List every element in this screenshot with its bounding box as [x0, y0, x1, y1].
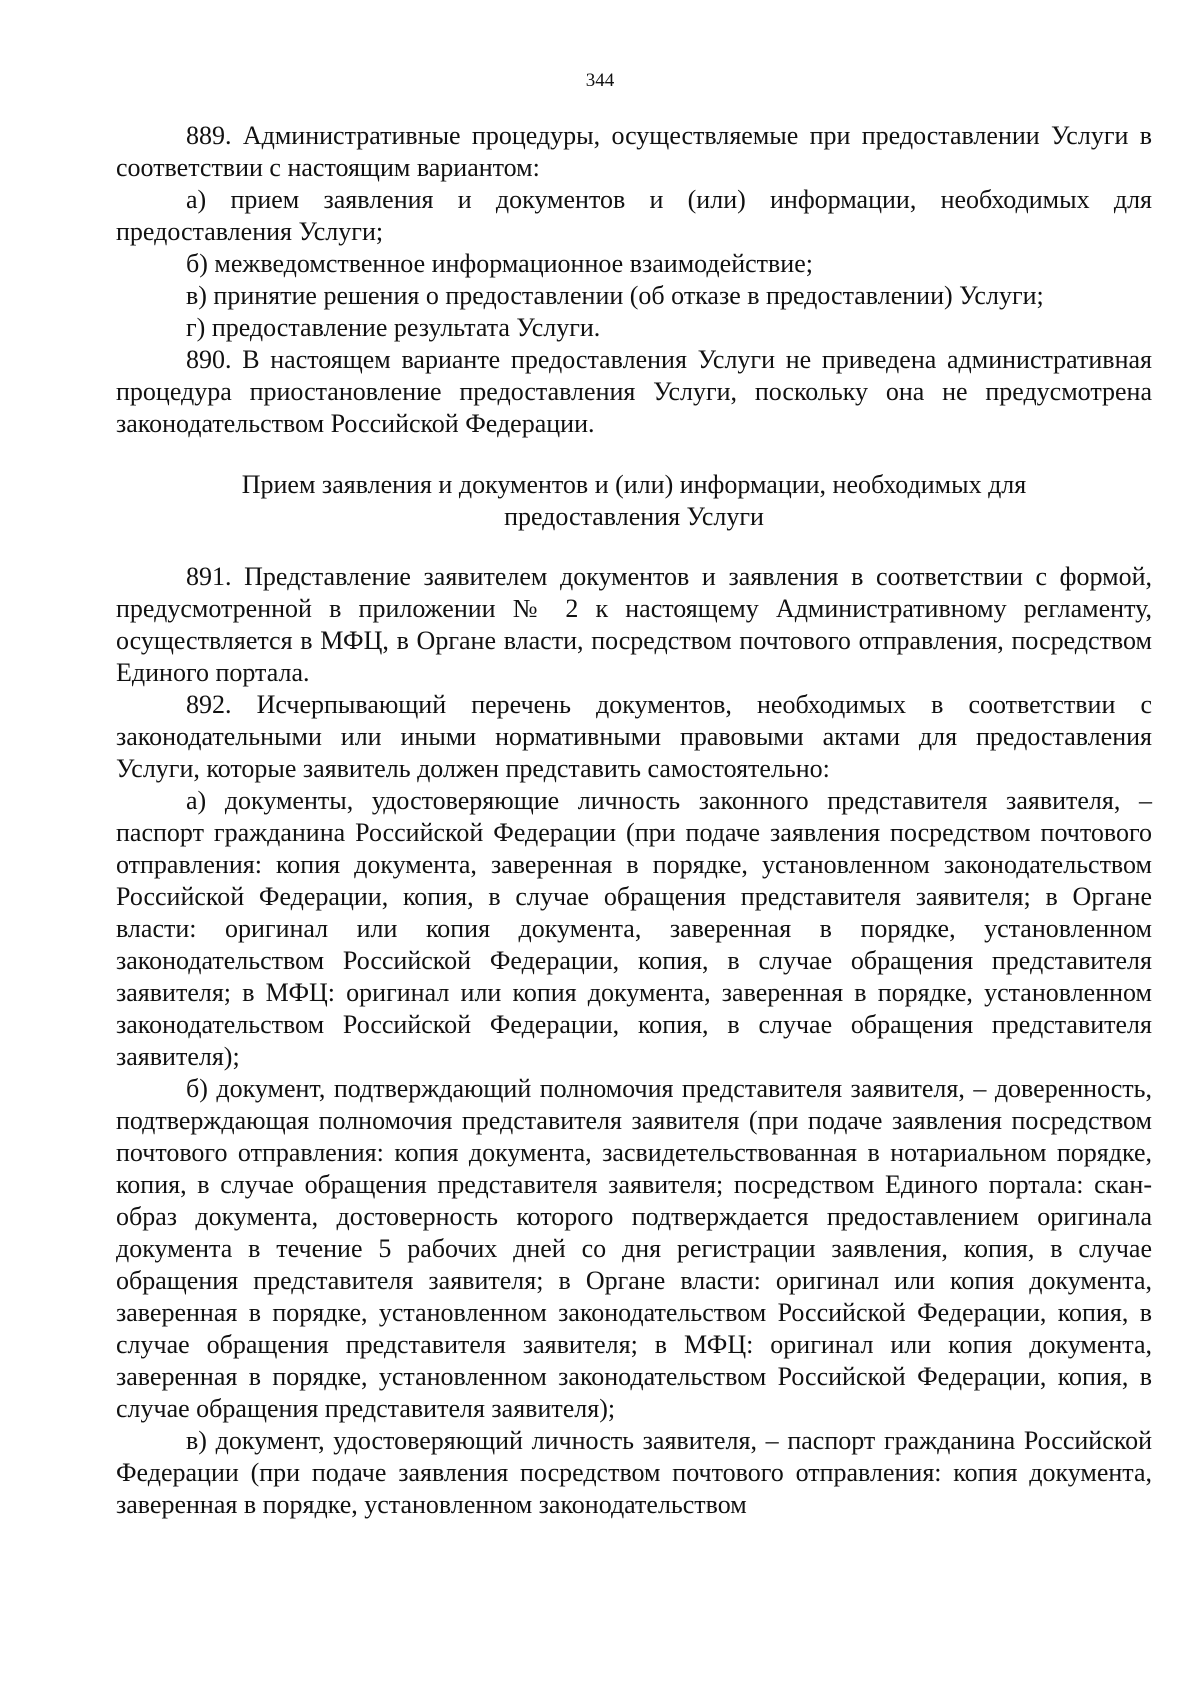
paragraph-889: 889. Административные процедуры, осуществляемые при предоставлении Услуги в соответствии с настоящим вариантом: [116, 121, 1152, 182]
document-item-b: б) документ, подтверждающий полномочия представителя заявителя, – доверенность, подтверждающая полномочия представителя заявителя (при подаче заявления посредством почтового отправления: копия документа, засвидетельствованная в нотариальном порядке, копия, в случае обращения представителя заявителя; посредством Единого портала: скан-образ документа, достоверность которого подтверждается предоставлением оригинала документа в течение 5 рабочих дней со дня регистрации заявления, копия, в случае обращения представителя заявителя; в Органе власти: оригинал или копия документа, заверенная в порядке, установленном законодательством Российской Федерации, копия, в случае обращения представителя заявителя; в МФЦ: оригинал или копия документа, заверенная в порядке, установленном законодательством Российской Федерации, копия, в случае обращения представителя заявителя); [116, 1074, 1152, 1423]
document-body [116, 120, 1152, 1521]
paragraph-892: 892. Исчерпывающий перечень документов, необходимых в соответствии с законодательными или иными нормативными правовыми актами для предоставления Услуги, которые заявитель должен представить самостоятельно: [116, 690, 1152, 783]
paragraph-890: 890. В настоящем варианте предоставления Услуги не приведена административная процедура приостановление предоставления Услуги, поскольку она не предусмотрена законодательством Российской Федерации. [116, 345, 1152, 438]
page-number: 344 [585, 70, 615, 91]
paragraph-891: 891. Представление заявителем документов и заявления в соответствии с формой, предусмотренной в приложении № 2 к настоящему Административному регламенту, осуществляется в МФЦ, в Органе власти, посредством почтового отправления, посредством Единого портала. [116, 562, 1152, 687]
document-item-v: в) документ, удостоверяющий личность заявителя, – паспорт гражданина Российской Федерации (при подаче заявления посредством почтового отправления: копия документа, заверенная в порядке, установленном законодательством [116, 1426, 1152, 1519]
list-item-a: а) прием заявления и документов и (или) информации, необходимых для предоставления Услуги; [116, 185, 1152, 246]
list-item-v: в) принятие решения о предоставлении (об отказе в предоставлении) Услуги; [186, 281, 1044, 310]
section-heading: Прием заявления и документов и (или) информации, необходимых для предоставления Услуги [241, 470, 1027, 531]
list-item-g: г) предоставление результата Услуги. [186, 313, 601, 342]
document-item-a: а) документы, удостоверяющие личность законного представителя заявителя, – паспорт гражданина Российской Федерации (при подаче заявления посредством почтового отправления: копия документа, заверенная в порядке, установленном законодательством Российской Федерации, копия, в случае обращения представителя заявителя; в Органе власти: оригинал или копия документа, заверенная в порядке, установленном законодательством Российской Федерации, копия, в случае обращения представителя заявителя; в МФЦ: оригинал или копия документа, заверенная в порядке, установленном законодательством Российской Федерации, копия, в случае обращения представителя заявителя); [116, 786, 1152, 1071]
list-item-b: б) межведомственное информационное взаимодействие; [186, 249, 813, 278]
